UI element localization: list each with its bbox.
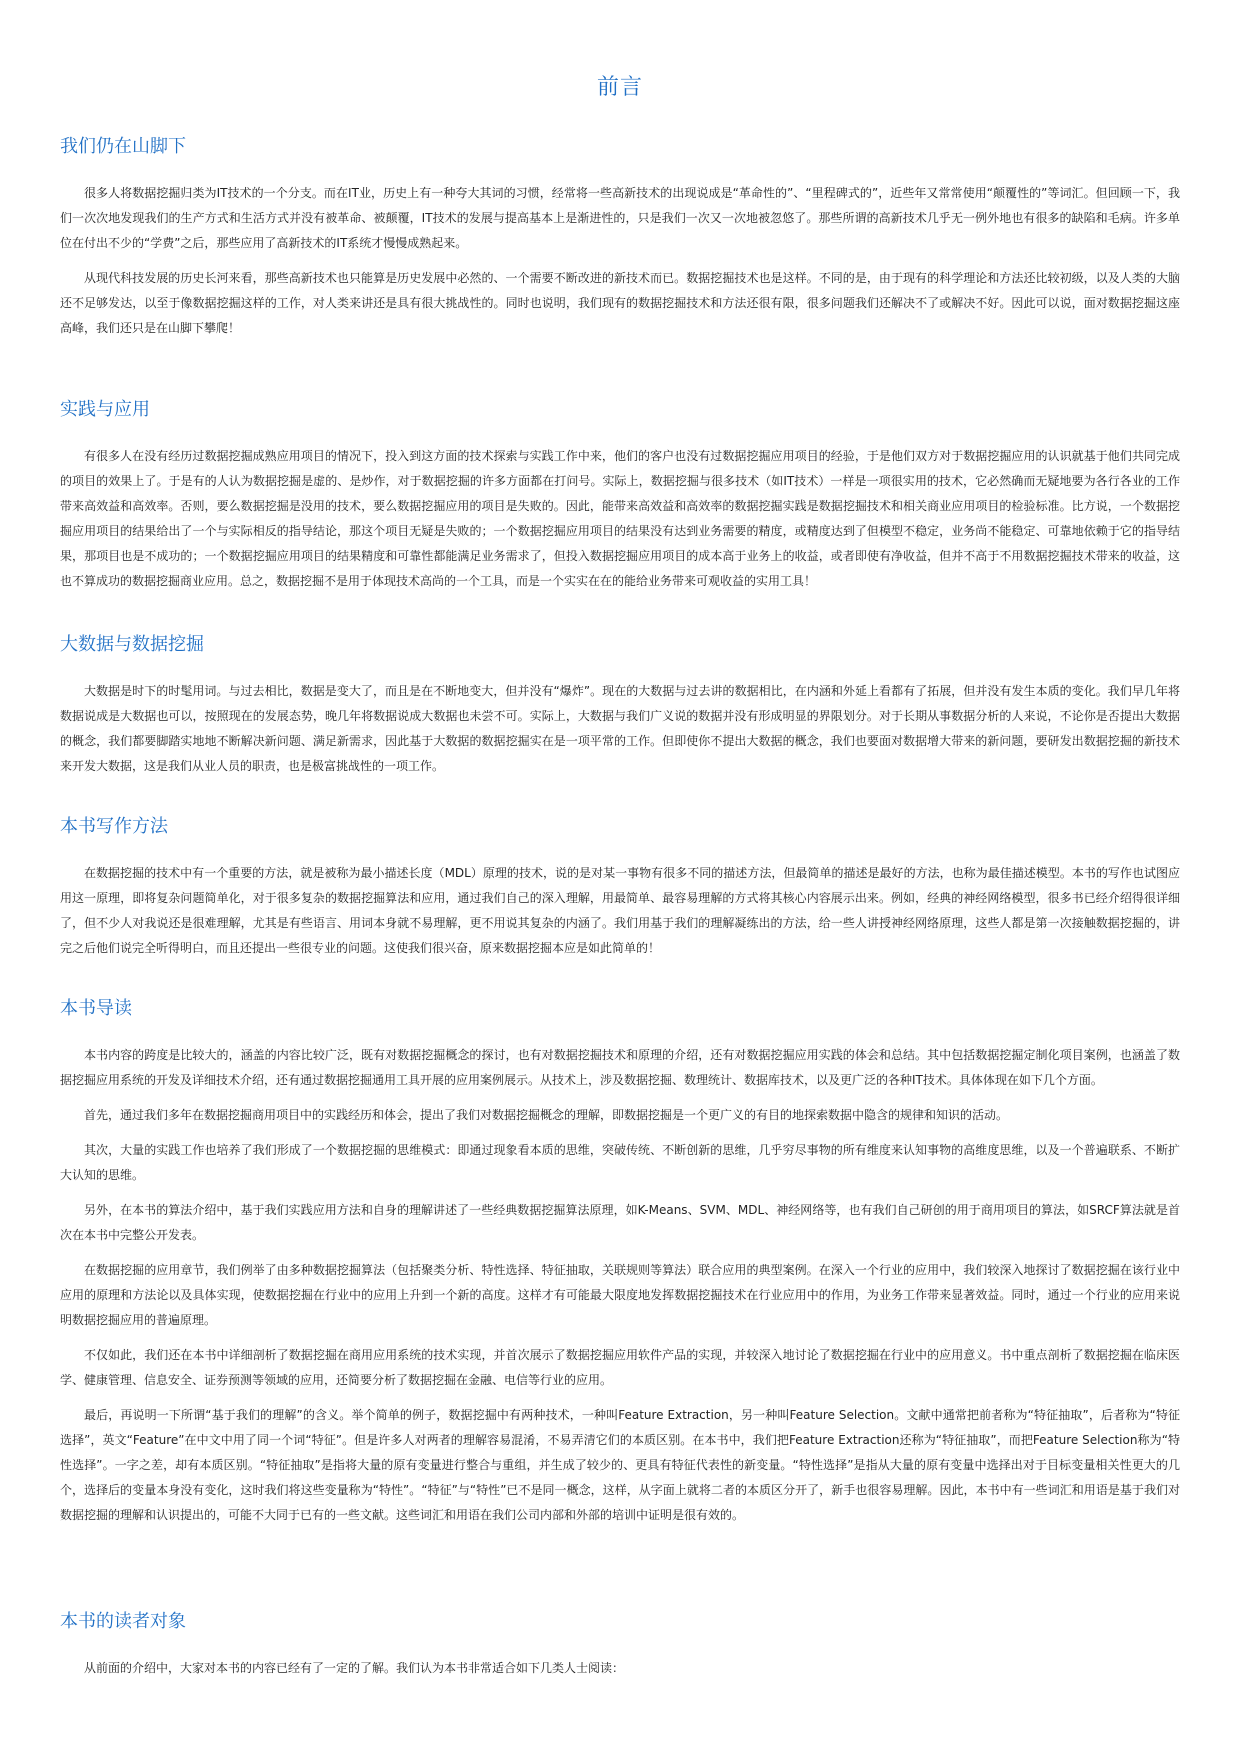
paragraph: 另外，在本书的算法介绍中，基于我们实践应用方法和自身的理解讲述了一些经典数据挖掘算法原理，如K-Means、SVM、MDL、神经网络等，也有我们自己研创的用于商用项目的算法，如SRCF算法就是首次在本书中完整公开发表。 xyxy=(60,1203,1180,1242)
section-heading: 我们仍在山脚下 xyxy=(60,136,186,157)
paragraph: 其次，大量的实践工作也培养了我们形成了一个数据挖掘的思维模式：即通过现象看本质的思维，突破传统、不断创新的思维，几乎穷尽事物的所有维度来认知事物的高维度思维，以及一个普遍联系、不断扩大认知的思维。 xyxy=(60,1143,1180,1182)
section-mountain-foot xyxy=(60,135,1180,351)
paragraph: 在数据挖掘的技术中有一个重要的方法，就是被称为最小描述长度（MDL）原理的技术，说的是对某一事物有很多不同的描述方法，但最简单的描述是最好的方法，也称为最佳描述模型。本书的写作也试图应用这一原理，即将复杂问题简单化，对于很多复杂的数据挖掘算法和应用，通过我们自己的深入理解，用最简单、最容易理解的方式将其核心内容展示出来。例如，经典的神经网络模型，很多书已经介绍得很详细了，但不少人对我说还是很难理解，尤其是有些语言、用词本身就不易理解，更不用说其复杂的内涵了。我们用基于我们的理解凝练出的方法，给一些人讲授神经网络原理，这些人都是第一次接触数据挖掘的，讲完之后他们说完全听得明白，而且还提出一些很专业的问题。这使我们很兴奋，原来数据挖掘本应是如此简单的！ xyxy=(60,866,1180,955)
paragraph: 首先，通过我们多年在数据挖掘商用项目中的实践经历和体会，提出了我们对数据挖掘概念的理解，即数据挖掘是一个更广义的有目的地探索数据中隐含的规律和知识的活动。 xyxy=(84,1108,1009,1122)
paragraph: 大数据是时下的时髦用词。与过去相比，数据是变大了，而且是在不断地变大，但并没有“爆炸”。现在的大数据与过去讲的数据相比，在内涵和外延上看都有了拓展，但并没有发生本质的变化。我们早几年将数据说成是大数据也可以，按照现在的发展态势，晚几年将数据说成大数据也未尝不可。实际上，大数据与我们广义说的数据并没有形成明显的界限划分。对于长期从事数据分析的人来说，不论你是否提出大数据的概念，我们都要脚踏实地地不断解决新问题、满足新需求，因此基于大数据的数据挖掘实在是一项平常的工作。但即使你不提出大数据的概念，我们也要面对数据增大带来的新问题，要研发出数据挖掘的新技术来开发大数据，这是我们从业人员的职责，也是极富挑战性的一项工作。 xyxy=(60,684,1180,773)
page-title: 前言 xyxy=(596,75,643,100)
section-heading: 大数据与数据挖掘 xyxy=(60,634,204,655)
section-heading: 实践与应用 xyxy=(60,399,150,420)
section-writing-method xyxy=(60,815,1180,971)
section-heading: 本书写作方法 xyxy=(60,816,168,837)
paragraph: 从前面的介绍中，大家对本书的内容已经有了一定的了解。我们认为本书非常适合如下几类人士阅读： xyxy=(84,1661,625,1675)
paragraph: 很多人将数据挖掘归类为IT技术的一个分支。而在IT业，历史上有一种夸大其词的习惯，经常将一些高新技术的出现说成是“革命性的”、“里程碑式的”，近些年又常常使用“颠覆性的”等词汇。但回顾一下，我们一次次地发现我们的生产方式和生活方式并没有被革命、被颠覆，IT技术的发展与提高基本上是渐进性的，只是我们一次又一次地被忽悠了。那些所谓的高新技术几乎无一例外地也有很多的缺陷和毛病。许多单位在付出不少的“学费”之后，那些应用了高新技术的IT系统才慢慢成熟起来。 xyxy=(60,186,1180,250)
section-big-data xyxy=(60,633,1180,789)
paragraph: 有很多人在没有经历过数据挖掘成熟应用项目的情况下，投入到这方面的技术探索与实践工作中来，他们的客户也没有过数据挖掘应用项目的经验，于是他们双方对于数据挖掘应用的认识就基于他们共同完成的项目的效果上了。于是有的人认为数据挖掘是虚的、是炒作，对于数据挖掘的许多方面都在打问号。实际上，数据挖掘与很多技术（如IT技术）一样是一项很实用的技术，它必然确而无疑地要为各行各业的工作带来高效益和高效率。否则，要么数据挖掘是没用的技术，要么数据挖掘应用的项目是失败的。因此，能带来高效益和高效率的数据挖掘实践是数据挖掘技术和相关商业应用项目的检验标准。比方说，一个数据挖掘应用项目的结果给出了一个与实际相反的指导结论，那这个项目无疑是失败的；一个数据挖掘应用项目的结果没有达到业务需要的精度，或精度达到了但模型不稳定，业务尚不能稳定、可靠地依赖于它的指导结果，那项目也是不成功的；一个数据挖掘应用项目的结果精度和可靠性都能满足业务需求了，但投入数据挖掘应用项目的成本高于业务上的收益，或者即使有净收益，但并不高于不用数据挖掘技术带来的收益，这也不算成功的数据挖掘商业应用。总之，数据挖掘不是用于体现技术高尚的一个工具，而是一个实实在在的能给业务带来可观收益的实用工具！ xyxy=(60,449,1180,588)
section-target-readers xyxy=(60,1610,1180,1691)
paragraph: 本书内容的跨度是比较大的，涵盖的内容比较广泛，既有对数据挖掘概念的探讨，也有对数据挖掘技术和原理的介绍，还有对数据挖掘应用实践的体会和总结。其中包括数据挖掘定制化项目案例，也涵盖了数据挖掘应用系统的开发及详细技术介绍，还有通过数据挖掘通用工具开展的应用案例展示。从技术上，涉及数据挖掘、数理统计、数据库技术，以及更广泛的各种IT技术。具体体现在如下几个方面。 xyxy=(60,1048,1180,1087)
section-heading: 本书导读 xyxy=(60,998,132,1019)
paragraph: 不仅如此，我们还在本书中详细剖析了数据挖掘在商用应用系统的技术实现，并首次展示了数据挖掘应用软件产品的实现，并较深入地讨论了数据挖掘在行业中的应用意义。书中重点剖析了数据挖掘在临床医学、健康管理、信息安全、证券预测等领域的应用，还简要分析了数据挖掘在金融、电信等行业的应用。 xyxy=(60,1348,1180,1387)
paragraph: 从现代科技发展的历史长河来看，那些高新技术也只能算是历史发展中必然的、一个需要不断改进的新技术而已。数据挖掘技术也是这样。不同的是，由于现有的科学理论和方法还比较初级，以及人类的大脑还不足够发达，以至于像数据挖掘这样的工作，对人类来讲还是具有很大挑战性的。同时也说明，我们现有的数据挖掘技术和方法还很有限，很多问题我们还解决不了或解决不好。因此可以说，面对数据挖掘这座高峰，我们还只是在山脚下攀爬！ xyxy=(60,271,1180,335)
section-reading-guide xyxy=(60,997,1180,1538)
section-practice-application xyxy=(60,398,1180,604)
paragraph: 最后，再说明一下所谓“基于我们的理解”的含义。举个简单的例子，数据挖掘中有两种技术，一种叫Feature Extraction，另一种叫Feature Selection。文献中通常把前者称为“特征抽取”，后者称为“特征选择”，英文“Feature”在中文中用了同一个词“特征”。但是许多人对两者的理解容易混淆，不易弄清它们的本质区别。在本书中，我们把Feature Extraction还称为“特征抽取”，而把Feature Selection称为“特性选择”。一字之差，却有本质区别。“特征抽取”是指将大量的原有变量进行整合与重组，并生成了较少的、更具有特征代表性的新变量。“特性选择”是指从大量的原有变量中选择出对于目标变量相关性更大的几个，选择后的变量本身没有变化，这时我们将这些变量称为“特性”。“特征”与“特性”已不是同一概念，这样，从字面上就将二者的本质区分开了，新手也很容易理解。因此，本书中有一些词汇和用语是基于我们对数据挖掘的理解和认识提出的，可能不大同于已有的一些文献。这些词汇和用语在我们公司内部和外部的培训中证明是很有效的。 xyxy=(60,1408,1180,1522)
section-heading: 本书的读者对象 xyxy=(60,1611,186,1632)
paragraph: 在数据挖掘的应用章节，我们例举了由多种数据挖掘算法（包括聚类分析、特性选择、特征抽取，关联规则等算法）联合应用的典型案例。在深入一个行业的应用中，我们较深入地探讨了数据挖掘在该行业中应用的原理和方法论以及具体实现，使数据挖掘在行业中的应用上升到一个新的高度。这样才有可能最大限度地发挥数据挖掘技术在行业应用中的作用，为业务工作带来显著效益。同时，通过一个行业的应用来说明数据挖掘应用的普遍原理。 xyxy=(60,1263,1180,1327)
